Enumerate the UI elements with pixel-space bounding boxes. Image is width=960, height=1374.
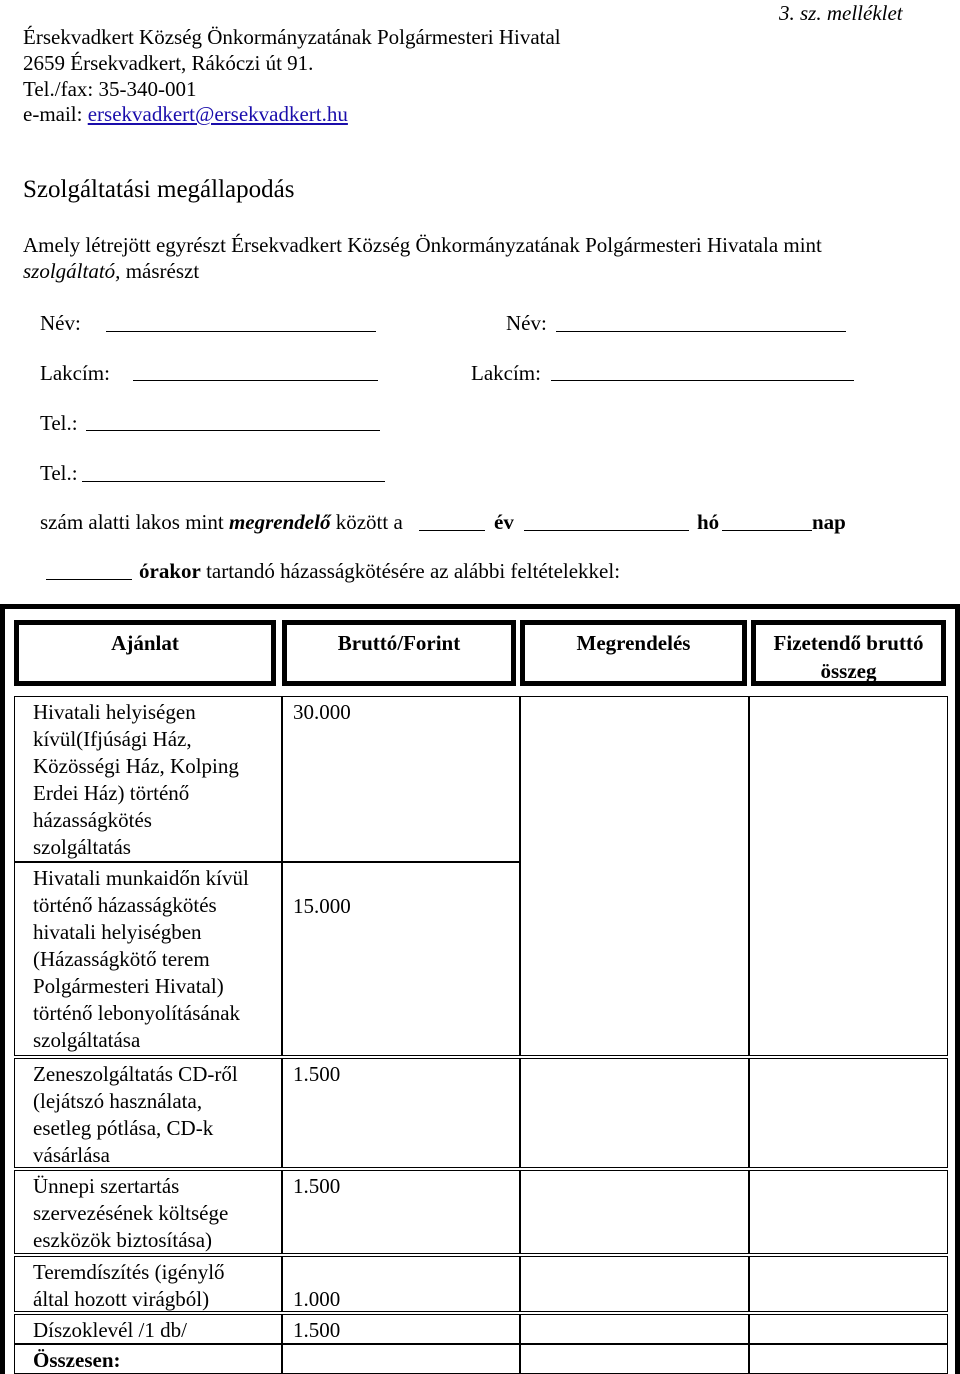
table-payable-cell-6[interactable] <box>749 1314 948 1344</box>
table-payable-cell-5[interactable] <box>749 1256 948 1312</box>
intro-role: szolgáltató, <box>23 259 121 283</box>
annex-label: 3. sz. melléklet <box>779 1 903 25</box>
table-row-3-desc: Zeneszolgáltatás CD-ről (lejátszó használata, esetleg pótlása, CD-k vásárlása <box>14 1058 282 1168</box>
table-row-5-desc: Teremdíszítés (igénylő által hozott virágból) <box>14 1256 282 1312</box>
table-header-gross-price: Bruttó/Forint <box>282 620 516 686</box>
year-label: év <box>494 510 514 534</box>
table-row-5-price: 1.000 <box>282 1256 520 1312</box>
table-row-6-price: 1.500 <box>282 1314 520 1344</box>
hour-field[interactable] <box>46 579 132 580</box>
sentence-role: megrendelő <box>228 510 331 534</box>
month-label: hó <box>697 510 720 534</box>
address-field-left[interactable] <box>133 380 378 381</box>
org-address: 2659 Érsekvadkert, Rákóczi út 91. <box>23 51 314 75</box>
table-total-label: Összesen: <box>14 1344 282 1374</box>
table-row-1-price: 30.000 <box>282 696 520 862</box>
day-label: nap <box>812 510 846 534</box>
name-label-right: Név: <box>506 311 547 335</box>
email-link[interactable]: ersekvadkert@ersekvadkert.hu <box>87 102 348 126</box>
table-total-order-cell[interactable] <box>520 1344 749 1374</box>
table-total-price-cell <box>282 1344 520 1374</box>
sentence-part-a: szám alatti lakos mint <box>40 510 229 534</box>
intro-line-2 <box>23 258 199 285</box>
table-order-cell-5[interactable] <box>520 1256 749 1312</box>
org-phone-fax: Tel./fax: 35-340-001 <box>23 77 197 101</box>
email-label: e-mail: <box>23 102 88 126</box>
table-header-payable-amount: Fizetendő bruttó összeg <box>751 620 946 686</box>
table-row-3-price: 1.500 <box>282 1058 520 1168</box>
name-label-left: Név: <box>40 311 81 335</box>
day-field[interactable] <box>722 530 812 531</box>
document-title: Szolgáltatási megállapodás <box>23 176 295 203</box>
table-header-offer: Ajánlat <box>14 620 276 686</box>
sentence-hour <box>139 558 620 585</box>
org-email-line <box>23 101 348 128</box>
table-row-4-desc: Ünnepi szertartás szervezésének költsége eszközök biztosítása) <box>14 1170 282 1254</box>
phone-label-2: Tel.: <box>40 461 78 485</box>
table-row-6-desc: Díszoklevél /1 db/ <box>14 1314 282 1344</box>
sentence-part-b: között a <box>330 510 403 534</box>
month-field[interactable] <box>524 530 689 531</box>
year-field[interactable] <box>419 530 485 531</box>
table-order-cell-4[interactable] <box>520 1170 749 1254</box>
phone-field-1[interactable] <box>86 430 380 431</box>
address-label-left: Lakcím: <box>40 361 110 385</box>
table-payable-cell-1[interactable] <box>749 696 948 1056</box>
sentence-resident <box>40 509 403 536</box>
org-name: Érsekvadkert Község Önkormányzatának Polgármesteri Hivatal <box>23 25 561 49</box>
table-order-cell-3[interactable] <box>520 1058 749 1168</box>
address-label-right: Lakcím: <box>471 361 541 385</box>
address-field-right[interactable] <box>551 380 854 381</box>
table-header-order: Megrendelés <box>520 620 747 686</box>
table-row-1-desc: Hivatali helyiségen kívül(Ifjúsági Ház, Közösségi Ház, Kolping Erdei Ház) történő házasságkötés szolgáltatás <box>14 696 282 862</box>
table-order-cell-1[interactable] <box>520 696 749 1056</box>
intro-rest: másrészt <box>120 259 200 283</box>
table-row-2-desc: Hivatali munkaidőn kívül történő házasságkötés hivatali helyiségben (Házasságkötő terem Polgármesteri Hivatal) történő lebonyolításának szolgáltatása <box>14 862 282 1056</box>
table-payable-cell-4[interactable] <box>749 1170 948 1254</box>
table-order-cell-6[interactable] <box>520 1314 749 1344</box>
phone-field-2[interactable] <box>82 481 385 482</box>
intro-line-1: Amely létrejött egyrészt Érsekvadkert Község Önkormányzatának Polgármesteri Hivatala mint <box>23 233 822 257</box>
name-field-left[interactable] <box>106 331 376 332</box>
table-total-payable-cell[interactable] <box>749 1344 948 1374</box>
table-payable-cell-3[interactable] <box>749 1058 948 1168</box>
phone-label-1: Tel.: <box>40 411 78 435</box>
table-row-2-price: 15.000 <box>282 862 520 1056</box>
sentence-part-c: tartandó házasságkötésére az alábbi feltételekkel: <box>200 559 621 583</box>
table-row-4-price: 1.500 <box>282 1170 520 1254</box>
hour-label: órakor <box>139 559 201 583</box>
name-field-right[interactable] <box>556 331 846 332</box>
